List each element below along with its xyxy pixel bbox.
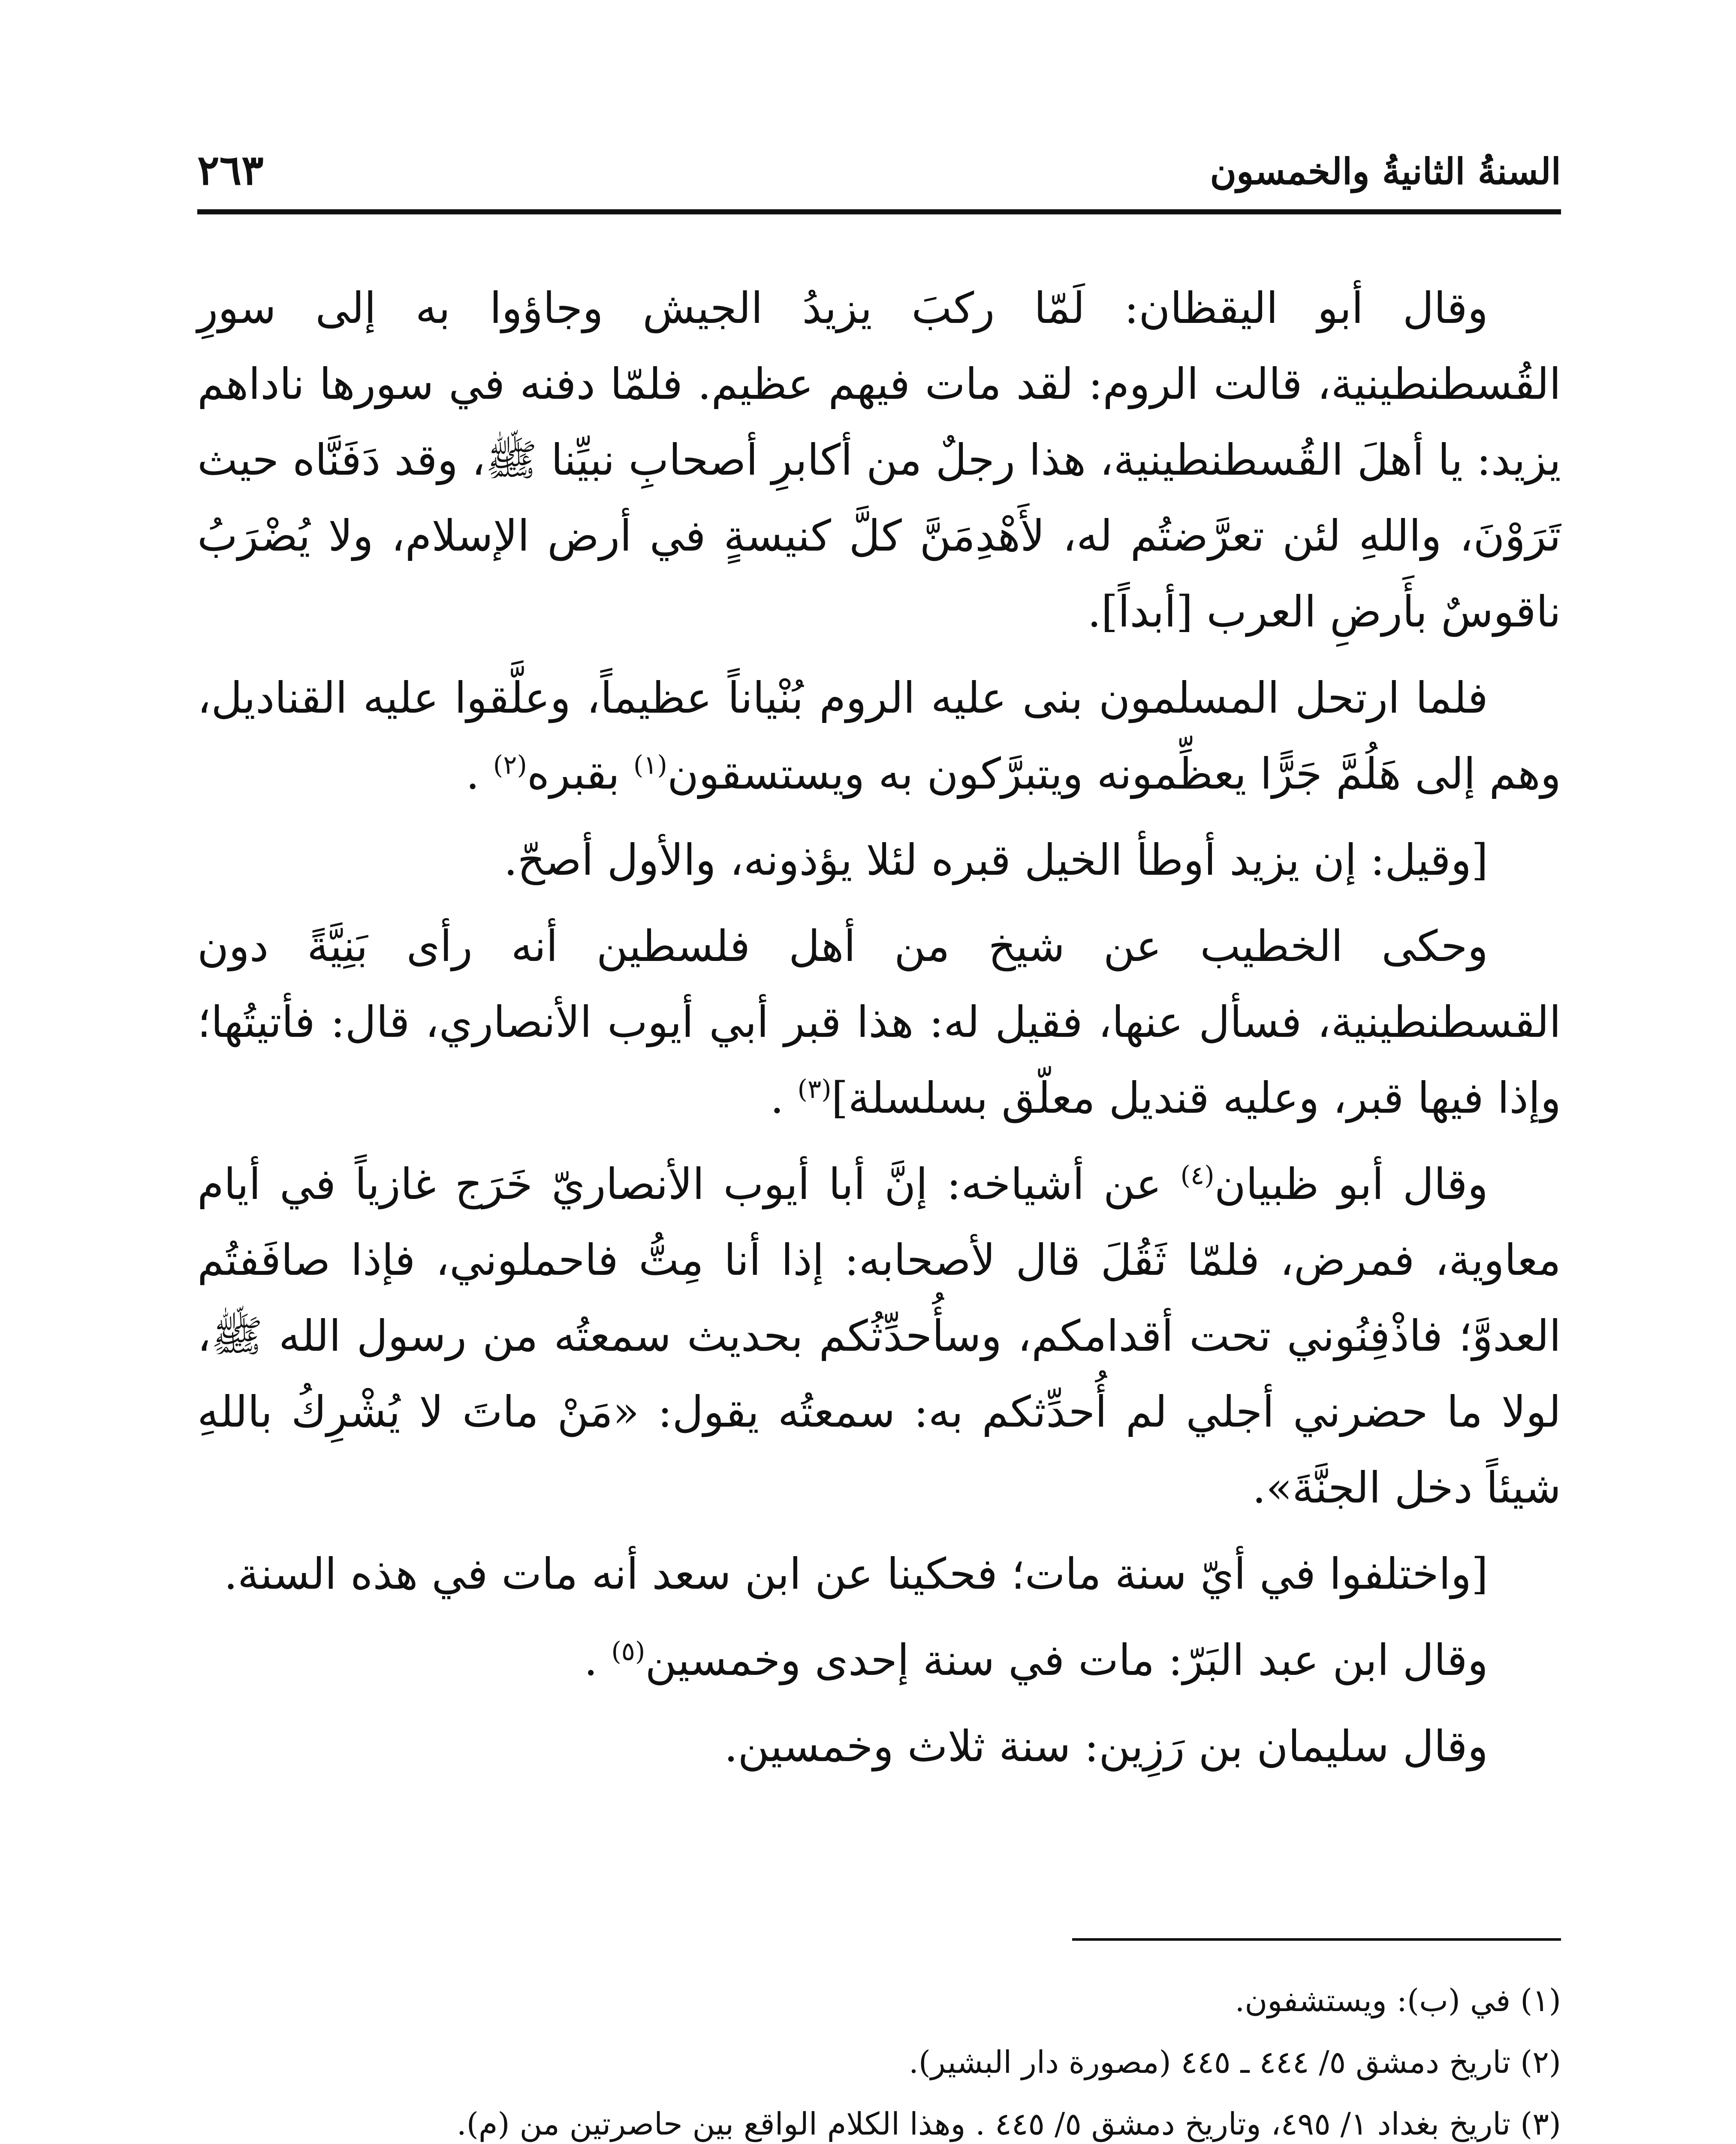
- footnotes: [197, 1972, 1561, 2144]
- paragraph-romans-building: [197, 660, 1561, 812]
- paragraph-ikhtalafu: [197, 1536, 1561, 1612]
- main-text: [197, 270, 1561, 1795]
- footnote-marker-4: (٤): [1180, 1160, 1215, 1191]
- paragraph-qila: [197, 822, 1561, 898]
- paragraph-text: وقال سليمان بن رَزِين: سنة ثلاث وخمسين.: [724, 1721, 1488, 1771]
- paragraph-text: وقال أبو ظبيان: [1214, 1159, 1488, 1209]
- footnote-3: (٣) تاريخ بغداد ١/ ٤٩٥، وتاريخ دمشق ٥/ ٤٤٥ . وهذا الكلام الواقع بين حاصرتين من (م).: [456, 2106, 1561, 2142]
- running-title: السنةُ الثانيةُ والخمسون: [1210, 150, 1561, 193]
- paragraph-text: .: [770, 1073, 798, 1123]
- paragraph-text: وقال أبو اليقظان: لَمّا ركبَ يزيدُ الجيش وجاؤوا به إلى سورِ القُسطنطينية، قالت الروم: لقد مات فيهم عظيم. فلمّا دفنه في سورها ناداهم يزيد: يا أهلَ القُسطنطينية، هذا رجلٌ من أكابرِ أصحابِ نبيِّنا ﷺ، وقد دَفَنَّاه حيث تَرَوْنَ، واللهِ لئن تعرَّضتُم له، لأَهْدِمَنَّ كلَّ كنيسةٍ في أرض الإسلام، ولا يُضْرَبُ ناقوسٌ بأَرضِ العرب [أبداً].: [197, 283, 1561, 637]
- paragraph-text: بقبره: [527, 749, 633, 799]
- footnote-1: (١) في (ب): ويستشفون.: [1235, 1982, 1561, 2018]
- paragraph-ibn-abd-al-barr: [197, 1622, 1561, 1698]
- page-header: [197, 146, 1561, 210]
- paragraph-sulayman: [197, 1708, 1561, 1784]
- paragraph-abu-zabyan: [197, 1146, 1561, 1526]
- footnote-marker-5: (٥): [611, 1636, 645, 1667]
- footnote-marker-3: (٣): [797, 1074, 832, 1105]
- paragraph-text: .: [584, 1635, 612, 1685]
- paragraph-text: وحكى الخطيب عن شيخ من أهل فلسطين أنه رأى بَنِيَّةً دون القسطنطينية، فسأل عنها، فقيل له: هذا قبر أبي أيوب الأنصاري، قال: فأتيتُها؛ وإذا فيها قبر، وعليه قنديل معلّق بسلسلة]: [197, 921, 1561, 1123]
- paragraph-text: [وقيل: إن يزيد أوطأ الخيل قبره لئلا يؤذونه، والأول أصحّ.: [503, 835, 1488, 885]
- footnote-marker-2: (٢): [493, 750, 527, 780]
- footnote-marker-1: (١): [633, 750, 667, 780]
- header-rule: [197, 209, 1561, 214]
- paragraph-abu-al-yaqzan: [197, 270, 1561, 650]
- paragraph-al-khatib: [197, 908, 1561, 1136]
- paragraph-text: عن أشياخه: إنَّ أبا أيوب الأنصاريّ خَرَج غازياً في أيام معاوية، فمرض، فلمّا ثَقُلَ قال لأصحابه: إذا أنا مِتُّ فاحملوني، فإذا صافَفتُم العدوَّ؛ فاذْفِنُوني تحت أقدامكم، وسأُحدِّثُكم بحديث سمعتُه من رسول الله ﷺ، لولا ما حضرني أجلي لم أُحدِّثكم به: سمعتُه يقول: «مَنْ ماتَ لا يُشْرِكُ باللهِ شيئاً دخل الجنَّةَ».: [197, 1159, 1561, 1513]
- paragraph-text: [واختلفوا في أيّ سنة مات؛ فحكينا عن ابن سعد أنه مات في هذه السنة.: [224, 1549, 1488, 1599]
- footnote-rule: [1072, 1938, 1561, 1941]
- paragraph-text: .: [466, 749, 493, 799]
- page-number: ٢٦٣: [197, 146, 264, 194]
- footnote-2: (٢) تاريخ دمشق ٥/ ٤٤٤ ـ ٤٤٥ (مصورة دار البشير).: [908, 2044, 1561, 2080]
- paragraph-text: وقال ابن عبد البَرّ: مات في سنة إحدى وخمسين: [645, 1635, 1488, 1685]
- paragraph-text: فلما ارتحل المسلمون بنى عليه الروم بُنْياناً عظيماً، وعلَّقوا عليه القناديل، وهم إلى هَلُمَّ جَرًّا يعظِّمونه ويتبرَّكون به ويستسقون: [197, 673, 1561, 799]
